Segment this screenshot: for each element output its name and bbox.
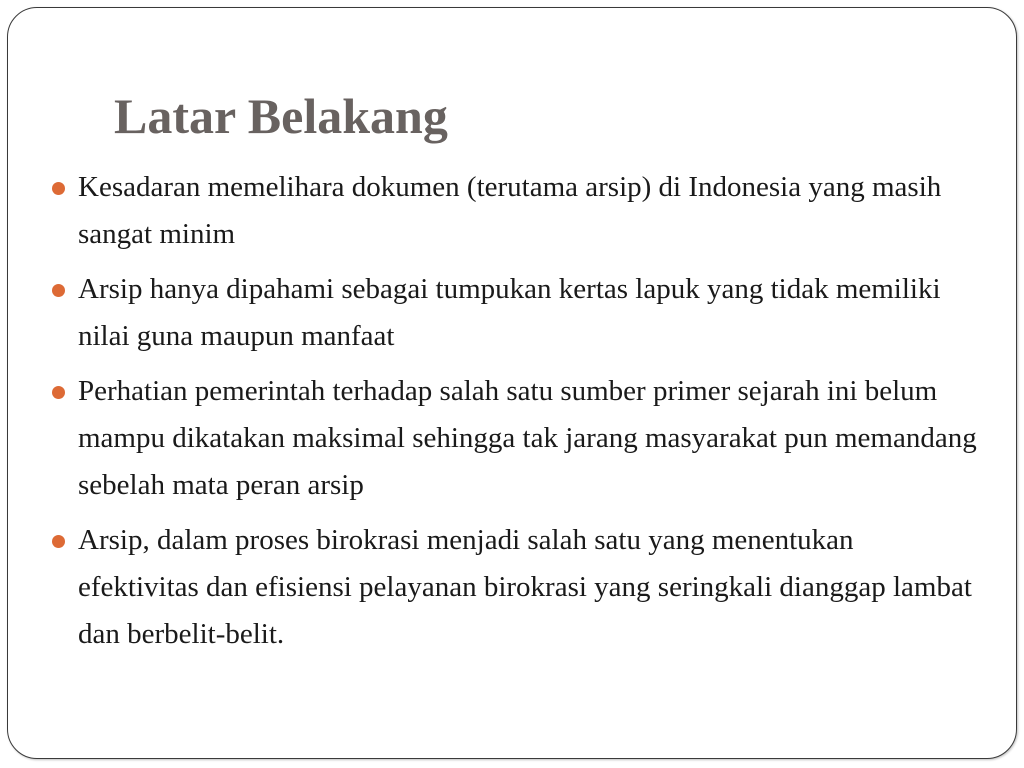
bullet-text: Perhatian pemerintah terhadap salah satu sumber primer sejarah ini belum mampu dikatakan maksimal sehingga tak jarang masyarakat pun memandang sebelah mata peran arsip [78, 375, 977, 501]
bullet-item [48, 517, 978, 658]
bullet-list [48, 164, 978, 666]
bullet-text: Arsip hanya dipahami sebagai tumpukan kertas lapuk yang tidak memiliki nilai guna maupun manfaat [78, 273, 941, 352]
bullet-dot-icon [52, 386, 65, 399]
bullet-item [48, 266, 978, 360]
bullet-dot-icon [52, 284, 65, 297]
bullet-text: Kesadaran memelihara dokumen (terutama arsip) di Indonesia yang masih sangat minim [78, 171, 942, 250]
bullet-item [48, 164, 978, 258]
bullet-text: Arsip, dalam proses birokrasi menjadi salah satu yang menentukan efektivitas dan efisiensi pelayanan birokrasi yang seringkali dianggap lambat dan berbelit-belit. [78, 524, 972, 650]
bullet-item [48, 368, 978, 509]
bullet-dot-icon [52, 182, 65, 195]
slide-title: Latar Belakang [114, 88, 448, 144]
bullet-dot-icon [52, 535, 65, 548]
